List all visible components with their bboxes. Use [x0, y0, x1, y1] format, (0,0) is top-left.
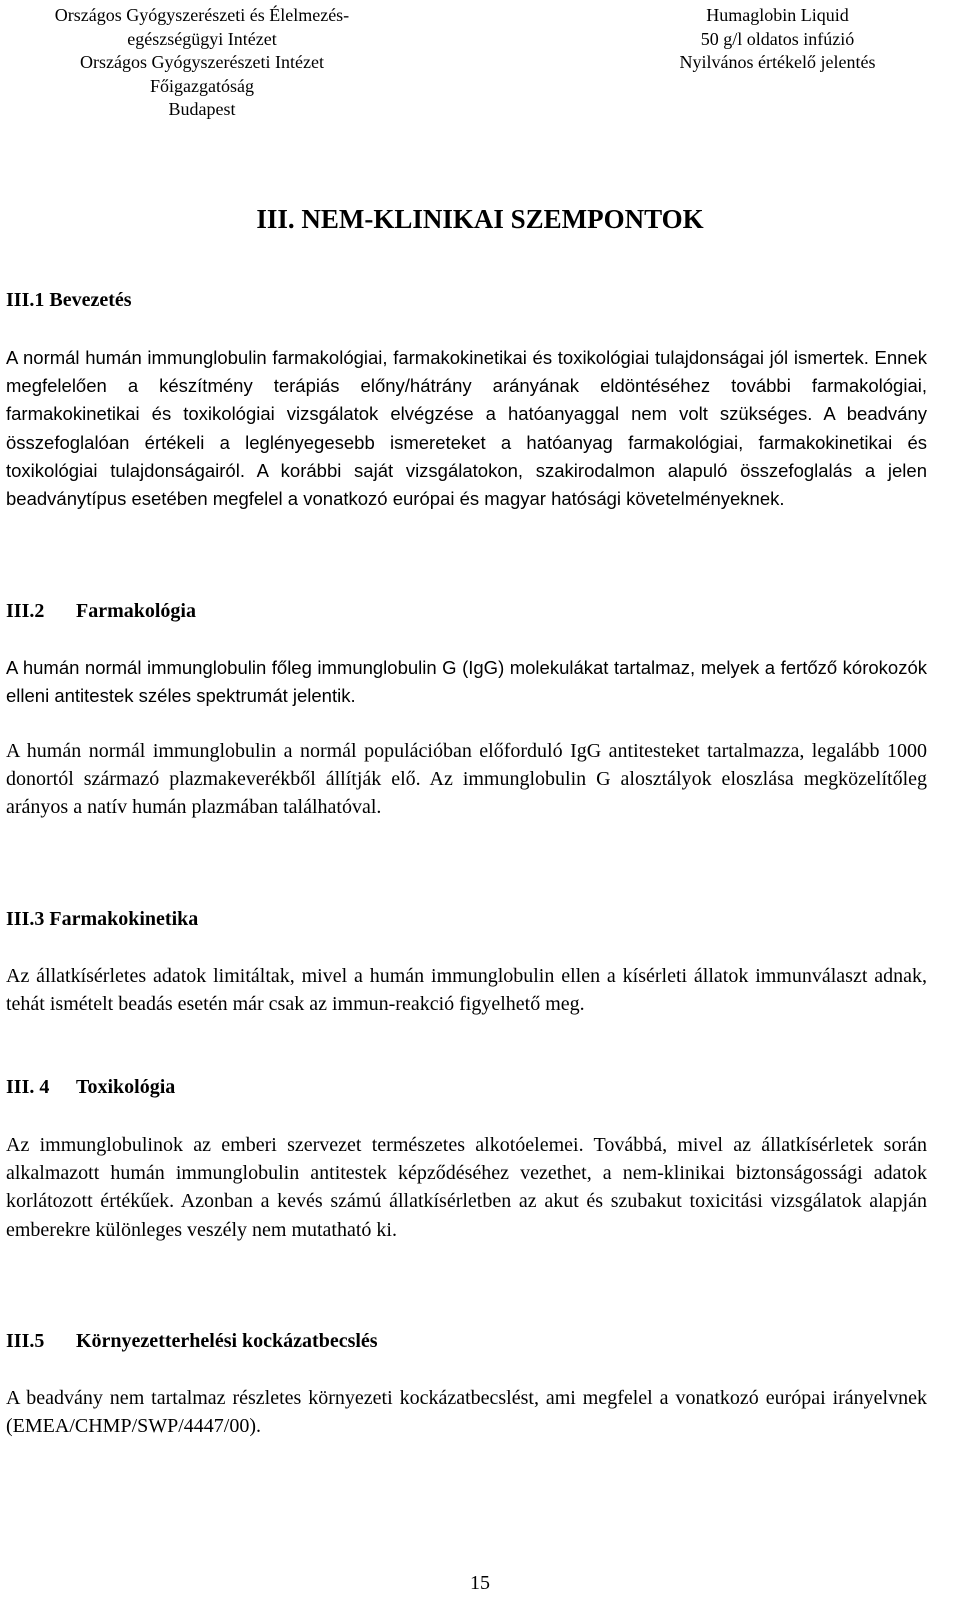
- section-title: Bevezetés: [49, 289, 132, 311]
- header-right-line: 50 g/l oldatos infúzió: [700, 28, 855, 49]
- paragraph-farmakologia-1: A humán normál immunglobulin főleg immunglobulin G (IgG) molekulákat tartalmaz, melyek a fertőző kórokozók elleni antitestek széles spektrumát jelentik.: [6, 657, 927, 707]
- header-left-line: egészségügyi Intézet: [127, 28, 277, 49]
- section-heading-farmakologia: [6, 600, 196, 623]
- header-institution: [22, 4, 382, 122]
- section-heading-kornyezetterheles: [6, 1330, 378, 1353]
- header-left-line: Országos Gyógyszerészeti és Élelmezés-: [54, 5, 350, 25]
- section-number: III.3: [6, 908, 45, 930]
- header-right-line: Humaglobin Liquid: [706, 5, 849, 25]
- header-left-line: Budapest: [168, 99, 236, 119]
- paragraph-kornyezetterheles: A beadvány nem tartalmaz részletes környezeti kockázatbecslést, ami megfelel a vonatkozó európai irányelvnek (EMEA/CHMP/SWP/4447/00).: [6, 1387, 927, 1438]
- section-number: III.5: [6, 1330, 45, 1352]
- section-number: III. 4: [6, 1076, 50, 1098]
- paragraph-bevezetes: A normál humán immunglobulin farmakológiai, farmakokinetikai és toxikológiai tulajdonságai jól ismertek. Ennek megfelelően a készítmény terápiás előny/hátrány arányának eldöntéséhez további farmakológiai, farmakokinetikai és toxikológiai vizsgálatok elvégzése a hatóanyaggal nem volt szükséges. A beadvány összefoglalóan értékeli a leglényegesebb ismereteket a hatóanyag farmakológiai, farmakokinetikai és toxikológiai tulajdonságairól. A korábbi saját vizsgálatokon, szakirodalmon alapuló összefoglalás a jelen beadványtípus esetében megfelel a vonatkozó európai és magyar hatósági követelményeknek.: [6, 347, 927, 510]
- paragraph-toxikologia: Az immunglobulinok az emberi szervezet természetes alkotóelemei. Továbbá, mivel az állatkísérletek során alkalmazott humán immunglobulin antitestek képződéséhez vezethet, a nem-klinikai biztonságossági adatok korlátozott értékűek. Azonban a kevés számú állatkísérletben az akut és szubakut toxicitási vizsgálatok alapján emberekre különleges veszély nem mutatható ki.: [6, 1134, 927, 1241]
- section-title: Környezetterhelési kockázatbecslés: [76, 1330, 378, 1352]
- section-title: Toxikológia: [76, 1076, 176, 1098]
- section-number: III.2: [6, 600, 45, 622]
- paragraph-farmakokinetika: Az állatkísérletes adatok limitáltak, mivel a humán immunglobulin ellen a kísérleti állatok immunválaszt adnak, tehát ismételt beadás esetén már csak az immun-reakció figyelhető meg.: [6, 965, 927, 1016]
- section-title: Farmakológia: [76, 600, 196, 622]
- header-left-line: Országos Gyógyszerészeti Intézet: [80, 52, 324, 72]
- section-heading-toxikologia: [6, 1076, 175, 1099]
- page-number: 15: [470, 1572, 490, 1594]
- section-title: Farmakokinetika: [49, 908, 199, 930]
- header-left-line: Főigazgatóság: [150, 75, 254, 96]
- page-title: III. NEM-KLINIKAI SZEMPONTOK: [256, 204, 704, 234]
- section-heading-bevezetes: [6, 289, 132, 312]
- header-right-line: Nyilvános értékelő jelentés: [679, 52, 876, 72]
- section-number: III.1: [6, 289, 45, 311]
- paragraph-farmakologia-2: A humán normál immunglobulin a normál populációban előforduló IgG antitesteket tartalmazza, legalább 1000 donortól származó plazmakeverékből állítják elő. Az immunglobulin G alosztályok eloszlása megközelítőleg arányos a natív humán plazmában találhatóval.: [6, 740, 927, 819]
- section-heading-farmakokinetika: [6, 908, 198, 931]
- header-product: [640, 4, 915, 75]
